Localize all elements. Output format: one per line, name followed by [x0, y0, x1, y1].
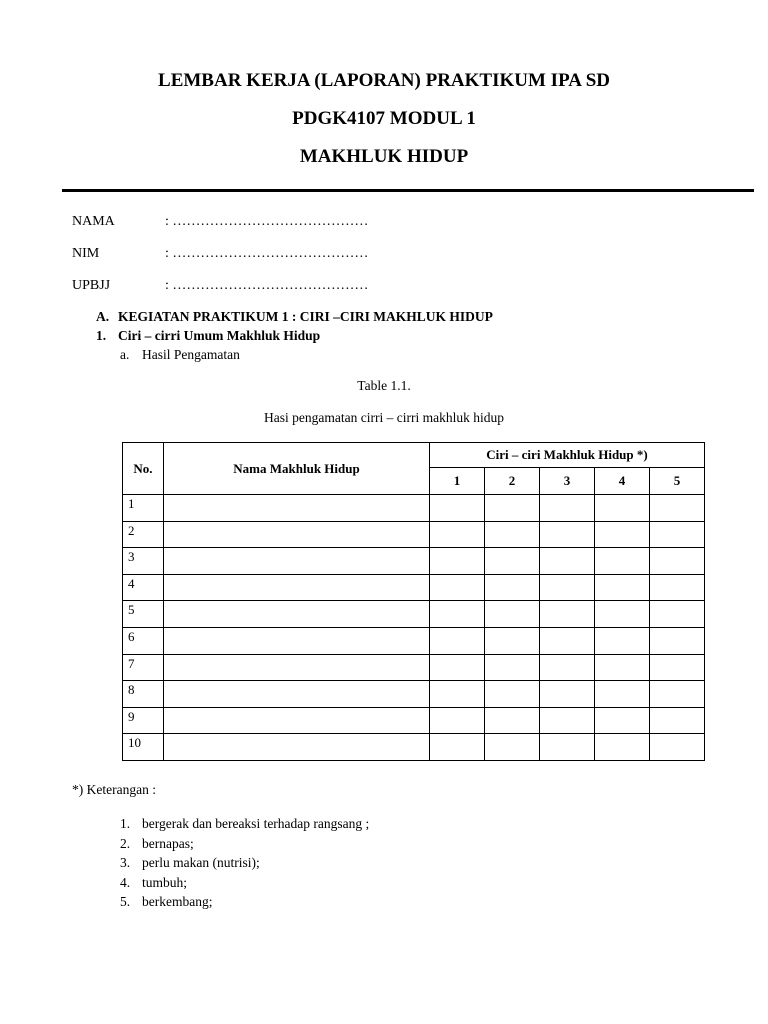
- section-a-marker: A.: [96, 309, 110, 324]
- nama-makhluk-cell[interactable]: [164, 627, 430, 654]
- ciri-3-cell[interactable]: [540, 574, 595, 601]
- table-row: [123, 495, 705, 522]
- subsection-a-heading: [120, 347, 240, 363]
- nama-makhluk-cell[interactable]: [164, 574, 430, 601]
- ciri-5-cell[interactable]: [650, 495, 705, 522]
- ciri-3-cell[interactable]: [540, 548, 595, 575]
- ciri-5-cell[interactable]: [650, 627, 705, 654]
- table-row: [123, 548, 705, 575]
- col-header-no: No.: [123, 443, 164, 495]
- table-caption: Hasi pengamatan cirri – cirri makhluk hidup: [264, 410, 504, 425]
- nama-makhluk-cell[interactable]: [164, 548, 430, 575]
- header-divider: [62, 189, 754, 192]
- ciri-2-cell[interactable]: [485, 574, 540, 601]
- row-number: 5: [123, 601, 164, 628]
- ciri-4-cell[interactable]: [595, 734, 650, 761]
- observation-table: [122, 442, 705, 761]
- ciri-5-cell[interactable]: [650, 734, 705, 761]
- ciri-1-cell[interactable]: [430, 574, 485, 601]
- ciri-3-cell[interactable]: [540, 601, 595, 628]
- ciri-4-cell[interactable]: [595, 681, 650, 708]
- ciri-1-cell[interactable]: [430, 548, 485, 575]
- ciri-4-cell[interactable]: [595, 548, 650, 575]
- nama-makhluk-cell[interactable]: [164, 495, 430, 522]
- row-number: 4: [123, 574, 164, 601]
- nama-makhluk-cell[interactable]: [164, 601, 430, 628]
- ciri-5-cell[interactable]: [650, 654, 705, 681]
- nama-makhluk-cell[interactable]: [164, 707, 430, 734]
- ciri-3-cell[interactable]: [540, 734, 595, 761]
- ciri-3-cell[interactable]: [540, 707, 595, 734]
- ciri-1-cell[interactable]: [430, 601, 485, 628]
- subcol-header-3: 3: [540, 468, 595, 495]
- ciri-1-cell[interactable]: [430, 681, 485, 708]
- ciri-3-cell[interactable]: [540, 495, 595, 522]
- section-1-heading: [96, 328, 320, 344]
- ciri-5-cell[interactable]: [650, 601, 705, 628]
- notes-item: 2. bernapas;: [120, 835, 194, 851]
- notes-item: 5. berkembang;: [120, 894, 213, 909]
- row-number: 1: [123, 495, 164, 522]
- ciri-2-cell[interactable]: [485, 681, 540, 708]
- subcol-header-1: 1: [430, 468, 485, 495]
- ciri-2-cell[interactable]: [485, 601, 540, 628]
- table-number: Table 1.1.: [357, 378, 411, 393]
- ciri-1-cell[interactable]: [430, 627, 485, 654]
- nama-makhluk-cell[interactable]: [164, 681, 430, 708]
- ciri-5-cell[interactable]: [650, 521, 705, 548]
- subcol-header-5: 5: [650, 468, 705, 495]
- notes-item: 4. tumbuh;: [120, 874, 188, 890]
- row-number: 2: [123, 521, 164, 548]
- row-number: 9: [123, 707, 164, 734]
- ciri-5-cell[interactable]: [650, 707, 705, 734]
- col-header-ciri-group: Ciri – ciri Makhluk Hidup *): [430, 443, 705, 468]
- nama-label: NAMA: [72, 214, 115, 229]
- table-row: [123, 601, 705, 628]
- section-a-heading: [96, 309, 493, 325]
- document-title: LEMBAR KERJA (LAPORAN) PRAKTIKUM IPA SD: [158, 70, 610, 91]
- ciri-2-cell[interactable]: [485, 548, 540, 575]
- row-number: 3: [123, 548, 164, 575]
- ciri-1-cell[interactable]: [430, 734, 485, 761]
- ciri-2-cell[interactable]: [485, 521, 540, 548]
- course-code: PDGK4107 MODUL 1: [292, 108, 476, 129]
- ciri-3-cell[interactable]: [540, 681, 595, 708]
- ciri-4-cell[interactable]: [595, 521, 650, 548]
- row-number: 8: [123, 681, 164, 708]
- table-row: [123, 681, 705, 708]
- ciri-1-cell[interactable]: [430, 495, 485, 522]
- col-header-nama: Nama Makhluk Hidup: [164, 443, 430, 495]
- notes-heading: *) Keterangan :: [72, 782, 156, 797]
- upbjj-label: UPBJJ: [72, 278, 111, 293]
- section-1-marker: 1.: [96, 328, 107, 343]
- row-number: 6: [123, 627, 164, 654]
- ciri-3-cell[interactable]: [540, 521, 595, 548]
- ciri-2-cell[interactable]: [485, 627, 540, 654]
- ciri-1-cell[interactable]: [430, 654, 485, 681]
- nama-makhluk-cell[interactable]: [164, 521, 430, 548]
- ciri-1-cell[interactable]: [430, 521, 485, 548]
- ciri-5-cell[interactable]: [650, 574, 705, 601]
- upbjj-field[interactable]: : ……………………………………: [165, 278, 369, 293]
- ciri-5-cell[interactable]: [650, 681, 705, 708]
- nama-field[interactable]: : ……………………………………: [165, 214, 369, 229]
- nim-field[interactable]: : ……………………………………: [165, 246, 369, 261]
- table-row: [123, 707, 705, 734]
- notes-item: 1. bergerak dan bereaksi terhadap rangsang ;: [120, 816, 370, 831]
- ciri-4-cell[interactable]: [595, 495, 650, 522]
- subcol-header-2: 2: [485, 468, 540, 495]
- ciri-2-cell[interactable]: [485, 495, 540, 522]
- nama-makhluk-cell[interactable]: [164, 654, 430, 681]
- ciri-2-cell[interactable]: [485, 654, 540, 681]
- ciri-3-cell[interactable]: [540, 654, 595, 681]
- notes-item: 3. perlu makan (nutrisi);: [120, 855, 260, 870]
- section-a-title: KEGIATAN PRAKTIKUM 1 : CIRI –CIRI MAKHLUK HIDUP: [118, 309, 493, 324]
- ciri-4-cell[interactable]: [595, 707, 650, 734]
- table-row: [123, 627, 705, 654]
- subsection-a-title: Hasil Pengamatan: [142, 347, 240, 362]
- section-1-title: Ciri – cirri Umum Makhluk Hidup: [118, 328, 321, 343]
- table-row: [123, 734, 705, 761]
- ciri-4-cell[interactable]: [595, 627, 650, 654]
- table-row: [123, 521, 705, 548]
- module-topic: MAKHLUK HIDUP: [299, 146, 469, 167]
- subsection-a-marker: a.: [120, 347, 130, 362]
- ciri-2-cell[interactable]: [485, 707, 540, 734]
- table-row: [123, 574, 705, 601]
- ciri-4-cell[interactable]: [595, 654, 650, 681]
- row-number: 7: [123, 654, 164, 681]
- ciri-4-cell[interactable]: [595, 574, 650, 601]
- ciri-1-cell[interactable]: [430, 707, 485, 734]
- table-row: [123, 654, 705, 681]
- nama-makhluk-cell[interactable]: [164, 734, 430, 761]
- ciri-2-cell[interactable]: [485, 734, 540, 761]
- notes-list: [120, 814, 369, 912]
- subcol-header-4: 4: [595, 468, 650, 495]
- ciri-5-cell[interactable]: [650, 548, 705, 575]
- row-number: 10: [123, 734, 164, 761]
- ciri-4-cell[interactable]: [595, 601, 650, 628]
- ciri-3-cell[interactable]: [540, 627, 595, 654]
- nim-label: NIM: [72, 246, 100, 261]
